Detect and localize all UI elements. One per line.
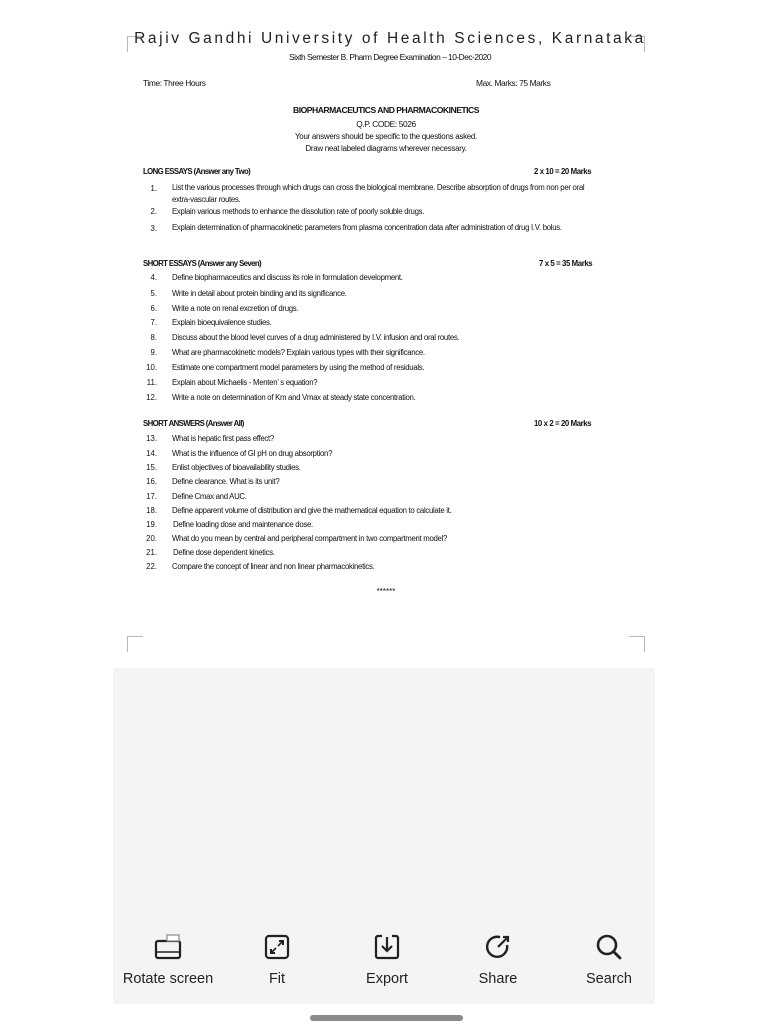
export-label: Export	[366, 971, 408, 987]
fit-label: Fit	[268, 971, 286, 987]
question-text: What are pharmacokinetic models? Explain various types with their significance.	[172, 348, 425, 357]
question-number: 18.	[146, 506, 157, 515]
subject-title: BIOPHARMACEUTICS AND PHARMACOKINETICS	[293, 105, 479, 115]
question-number: 14.	[146, 449, 157, 458]
rotate-screen-icon	[153, 932, 183, 962]
end-of-paper-marker: ******	[376, 587, 396, 596]
share-label: Share	[478, 971, 518, 987]
question-text: Discuss about the blood level curves of a drug administered by I.V. infusion and oral routes.	[172, 333, 460, 342]
section-title-short-essays: SHORT ESSAYS (Answer any Seven)	[143, 259, 262, 268]
home-indicator[interactable]	[310, 1015, 463, 1021]
question-number: 4.	[150, 273, 157, 282]
question-number: 13.	[146, 434, 157, 443]
section-marks: 2 x 10 = 20 Marks	[534, 167, 592, 176]
question-number: 21.	[146, 548, 157, 557]
question-text: Estimate one compartment model parameters by using the method of residuals.	[172, 363, 425, 372]
question-number: 10.	[146, 363, 157, 372]
question-text: What is hepatic first pass effect?	[172, 434, 274, 443]
question-number: 19.	[146, 520, 157, 529]
question-text: Write a note on determination of Km and Vmax at steady state concentration.	[172, 393, 416, 402]
search-label: Search	[586, 971, 632, 987]
question-number: 1.	[150, 184, 157, 193]
question-number: 15.	[146, 463, 157, 472]
question-text: Explain various methods to enhance the dissolution rate of poorly soluble drugs.	[172, 207, 425, 216]
question-text: Define biopharmaceutics and discuss its role in formulation development.	[172, 273, 403, 282]
question-text: Define loading dose and maintenance dose.	[173, 520, 313, 529]
bottom-toolbar	[113, 920, 655, 1004]
exam-time: Time: Three Hours	[143, 78, 206, 88]
question-text: Explain determination of pharmacokinetic parameters from plasma concentration data after administration of drug I.V. bolus.	[172, 223, 562, 232]
question-number: 8.	[150, 333, 157, 342]
question-number: 3.	[150, 224, 157, 233]
question-text: What do you mean by central and peripheral compartment in two compartment model?	[172, 534, 448, 543]
question-number: 2.	[150, 207, 157, 216]
export-button[interactable]	[332, 920, 442, 1004]
document-page[interactable]	[113, 0, 655, 668]
section-marks: 7 x 5 = 35 Marks	[539, 259, 593, 268]
question-number: 9.	[150, 348, 157, 357]
instruction-line: Your answers should be specific to the questions asked.	[295, 132, 477, 141]
question-number: 12.	[146, 393, 157, 402]
question-text: Define clearance. What is its unit?	[172, 477, 280, 486]
semester-line: Sixth Semester B. Pharm Degree Examination – 10-Dec-2020	[289, 52, 491, 62]
fit-icon	[262, 932, 292, 962]
section-marks: 10 x 2 = 20 Marks	[534, 419, 592, 428]
share-icon	[483, 932, 513, 962]
question-text: Define dose dependent kinetics.	[173, 548, 275, 557]
question-text: Write in detail about protein binding and its significance.	[172, 289, 347, 298]
rotate-screen-label: Rotate screen	[122, 971, 214, 987]
question-text: Compare the concept of linear and non linear pharmacokinetics.	[172, 562, 375, 571]
search-button[interactable]	[554, 920, 664, 1004]
max-marks: Max. Marks: 75 Marks	[476, 78, 551, 88]
question-number: 17.	[146, 492, 157, 501]
question-text: Define Cmax and AUC.	[172, 492, 247, 501]
question-number: 7.	[150, 318, 157, 327]
question-text: Explain about Michaelis - Menten’ s equation?	[172, 378, 318, 387]
export-icon	[372, 932, 402, 962]
question-text: What is the influence of GI pH on drug absorption?	[172, 449, 333, 458]
fit-button[interactable]	[222, 920, 332, 1004]
section-title-short-answers: SHORT ANSWERS (Answer All)	[143, 419, 244, 428]
instruction-line: Draw neat labeled diagrams wherever necessary.	[305, 144, 467, 153]
question-number: 6.	[150, 304, 157, 313]
rotate-screen-button[interactable]	[113, 920, 223, 1004]
question-number: 20.	[146, 534, 157, 543]
question-number: 22.	[146, 562, 157, 571]
question-number: 11.	[146, 378, 157, 387]
question-text: Explain bioequivalence studies.	[172, 318, 272, 327]
question-text: Write a note on renal excretion of drugs.	[172, 304, 299, 313]
question-text: Define apparent volume of distribution and give the mathematical equation to calculate it.	[172, 506, 452, 515]
university-name: Rajiv Gandhi University of Health Sciences, Karnataka	[134, 30, 646, 47]
question-text: Enlist objectives of bioavailability studies.	[172, 463, 301, 472]
search-icon	[594, 932, 624, 962]
qp-code: Q.P. CODE: 5026	[356, 119, 416, 129]
question-number: 5.	[150, 289, 157, 298]
page-corner-mark	[127, 636, 143, 652]
page-corner-mark	[629, 636, 645, 652]
question-text: List the various processes through which drugs can cross the biological membrane. Describe absorption of drugs from non per oral extra-vascular routes.	[172, 183, 585, 204]
question-number: 16.	[146, 477, 157, 486]
share-button[interactable]	[443, 920, 553, 1004]
section-title-long-essays: LONG ESSAYS (Answer any Two)	[143, 167, 251, 176]
